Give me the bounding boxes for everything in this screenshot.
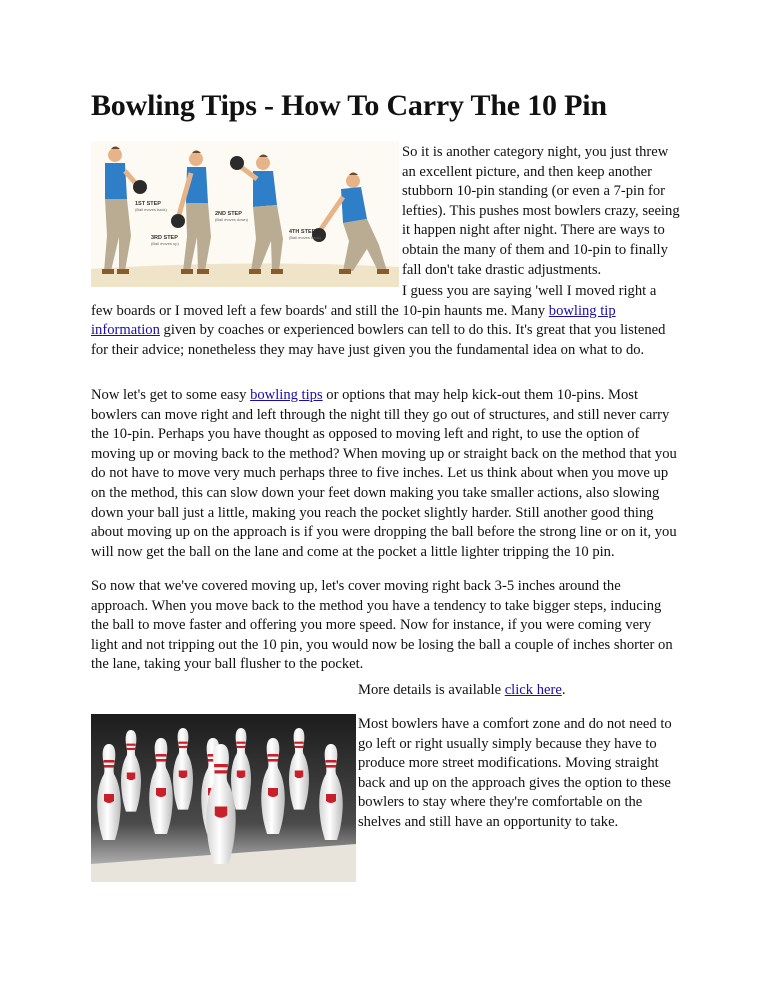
paragraph-guessing: [91, 282, 679, 360]
step-sublabel-4: (Ball moves back): [289, 235, 321, 240]
paragraph-moving-back: So now that we've covered moving up, let's cover moving right back 3-5 inches around the approach. When you move back to the method you have a tendency to take bigger steps, inducing the ball to move faster and offering you more speed. Now for instance, if you were coming very light and not tripping out the 10 pin, you would now be losing the ball a couple of inches shorter on the lane, taking your ball flusher to the pocket.: [91, 578, 673, 673]
step-label-1: 1ST STEP: [135, 201, 161, 207]
bowling-tip-information-link[interactable]: bowling tip information: [91, 302, 616, 339]
paragraph-easy-tips-text-2: or options that may help kick-out them 10-pins. Most bowlers can move right and left through the night till they go out of structures, and still never carry the 10-pin. Perhaps you have thought as opposed to moving left and right, to use the option of moving up or moving back to the method? When moving up or straight back on the method that you do not have to move very much perhaps three to five inches. Let us think about when you move up on the method, this can slow down your feet down making you take smaller actions, also slowing down your ball just a little, making you reach the pocket slightly harder. Still another good thing about moving up on the approach is if you were dropping the ball before the strong line or on it, you will now get the ball on the lane and come at the pocket a little lighter tripping the 10 pin.: [91, 387, 677, 560]
more-details-text: More details is available: [358, 682, 505, 698]
step-sublabel-3: (Ball moves up): [151, 241, 179, 246]
step-sublabel-1: (Ball moves back): [135, 207, 167, 212]
more-details-line: [358, 681, 680, 701]
paragraph-easy-tips: [91, 386, 679, 562]
page-title: Bowling Tips - How To Carry The 10 Pin: [91, 89, 607, 122]
paragraph-guessing-text-1: I guess you are saying 'well I moved right a few boards or I moved left a few boards' and still the 10-pin haunts me. Many: [91, 283, 657, 319]
step-label-4: 4TH STEP: [289, 229, 316, 235]
step-label-2: 2ND STEP: [215, 211, 242, 217]
intro-paragraph: So it is another category night, you just threw an excellent picture, and then keep another stubborn 10-pin standing (or even a 7-pin for lefties). This pushes most bowlers crazy, seeing it happen night after night. There are ways to obtain the many of them and 10-pin to finally fall don't take drastic adjustments.: [402, 144, 680, 278]
step-sublabel-2: (Ball moves down): [215, 217, 248, 222]
paragraph-comfort-zone: Most bowlers have a comfort zone and do not need to go left or right usually simply because they have to produce more street modifications. Moving straight back and up on the approach gives the option to these bowlers to stay where they're comfortable on the shelves and still have an opportunity to take.: [358, 716, 672, 830]
click-here-link[interactable]: click here: [504, 682, 562, 698]
more-details-period: .: [561, 682, 566, 698]
bowler-steps-figure: [91, 141, 399, 287]
paragraph-easy-tips-text-1: Now let's get to some easy: [91, 387, 251, 403]
bowling-tips-link[interactable]: bowling tips: [250, 387, 323, 403]
bowling-pins-photo: [91, 714, 356, 882]
paragraph-guessing-text-2: given by coaches or experienced bowlers can tell to do this. It's great that you listened for their advice; nonetheless they may have just given you the fundamental idea on what to do.: [91, 322, 666, 358]
step-label-3: 3RD STEP: [151, 235, 178, 241]
